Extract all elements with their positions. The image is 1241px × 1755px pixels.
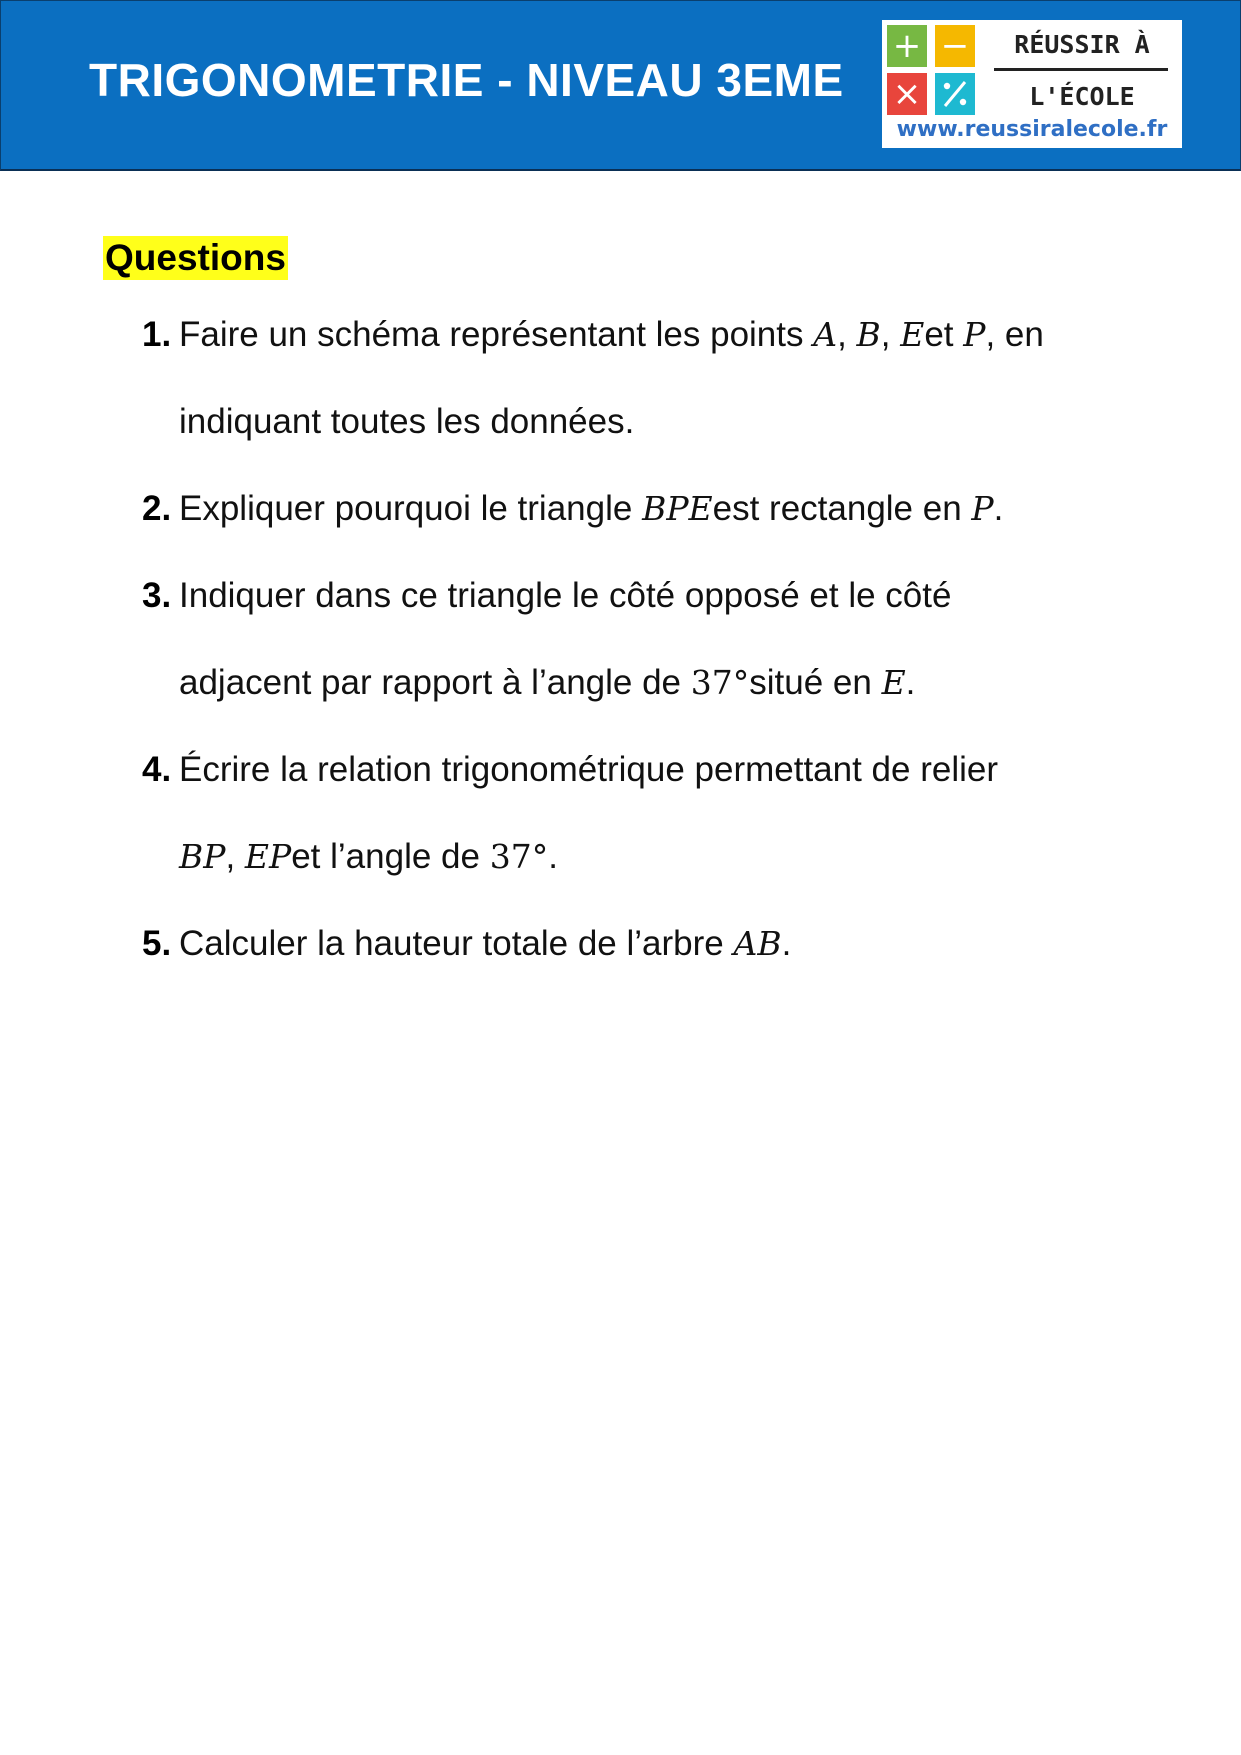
plus-icon: + (887, 25, 927, 67)
logo-divider (994, 68, 1168, 71)
question-text-line (179, 663, 915, 703)
question-text: , (837, 315, 857, 354)
question-text: . (781, 924, 792, 963)
math-variable: AB (733, 924, 782, 963)
logo-name-line1: RÉUSSIR À (1014, 30, 1150, 59)
math-variable: BP (179, 837, 226, 876)
question-text: indiquant toutes les données. (179, 402, 635, 441)
math-variable: A (813, 315, 838, 354)
question-text: et (924, 315, 964, 354)
question-text: , (225, 837, 245, 876)
question-text-line (179, 315, 1044, 355)
math-variable: BPE (642, 489, 713, 528)
document-title: TRIGONOMETRIE - NIVEAU 3EME (89, 54, 844, 106)
math-variable: E (881, 663, 906, 702)
minus-icon: − (935, 25, 975, 67)
question-text: Écrire la relation trigonométrique permettant de relier (179, 750, 998, 789)
logo-url: www.reussiralecole.fr (896, 117, 1168, 142)
question-text-line (179, 924, 791, 964)
math-number: 37° (489, 837, 549, 876)
math-variable: P (963, 315, 986, 354)
question-text-line (179, 837, 558, 877)
question-text: Expliquer pourquoi le triangle (179, 489, 643, 528)
math-variable: EP (244, 837, 292, 876)
percent-icon (935, 73, 975, 115)
question-text: et l’angle de (291, 837, 490, 876)
question-text-line (179, 402, 634, 442)
question-text-line (179, 489, 1003, 529)
question-text: Faire un schéma représentant les points (179, 315, 814, 354)
question-text: situé en (749, 663, 882, 702)
question-number: 5. (142, 924, 172, 963)
math-variable: B (856, 315, 881, 354)
question-text: adjacent par rapport à l’angle de (179, 663, 691, 702)
question-text: , en (985, 315, 1044, 354)
question-text-line (179, 750, 998, 790)
question-text: Calculer la hauteur totale de l’arbre (179, 924, 734, 963)
site-logo (882, 20, 1182, 148)
page-header (0, 0, 1241, 171)
question-number: 1. (142, 315, 172, 354)
math-variable: P (971, 489, 994, 528)
question-number: 4. (142, 750, 172, 789)
question-number: 2. (142, 489, 172, 528)
question-text: Indiquer dans ce triangle le côté opposé et le côté (179, 576, 952, 615)
times-icon: × (887, 73, 927, 115)
section-heading: Questions (105, 237, 286, 278)
question-text-line (179, 576, 951, 616)
question-text: , (880, 315, 901, 354)
math-variable: E (900, 315, 925, 354)
question-text: . (905, 663, 916, 702)
logo-name-line2: L'ÉCOLE (1029, 82, 1135, 111)
math-number: 37° (690, 663, 750, 702)
question-number: 3. (142, 576, 172, 615)
question-text: . (993, 489, 1004, 528)
question-text: . (548, 837, 558, 876)
question-text: est rectangle en (712, 489, 972, 528)
